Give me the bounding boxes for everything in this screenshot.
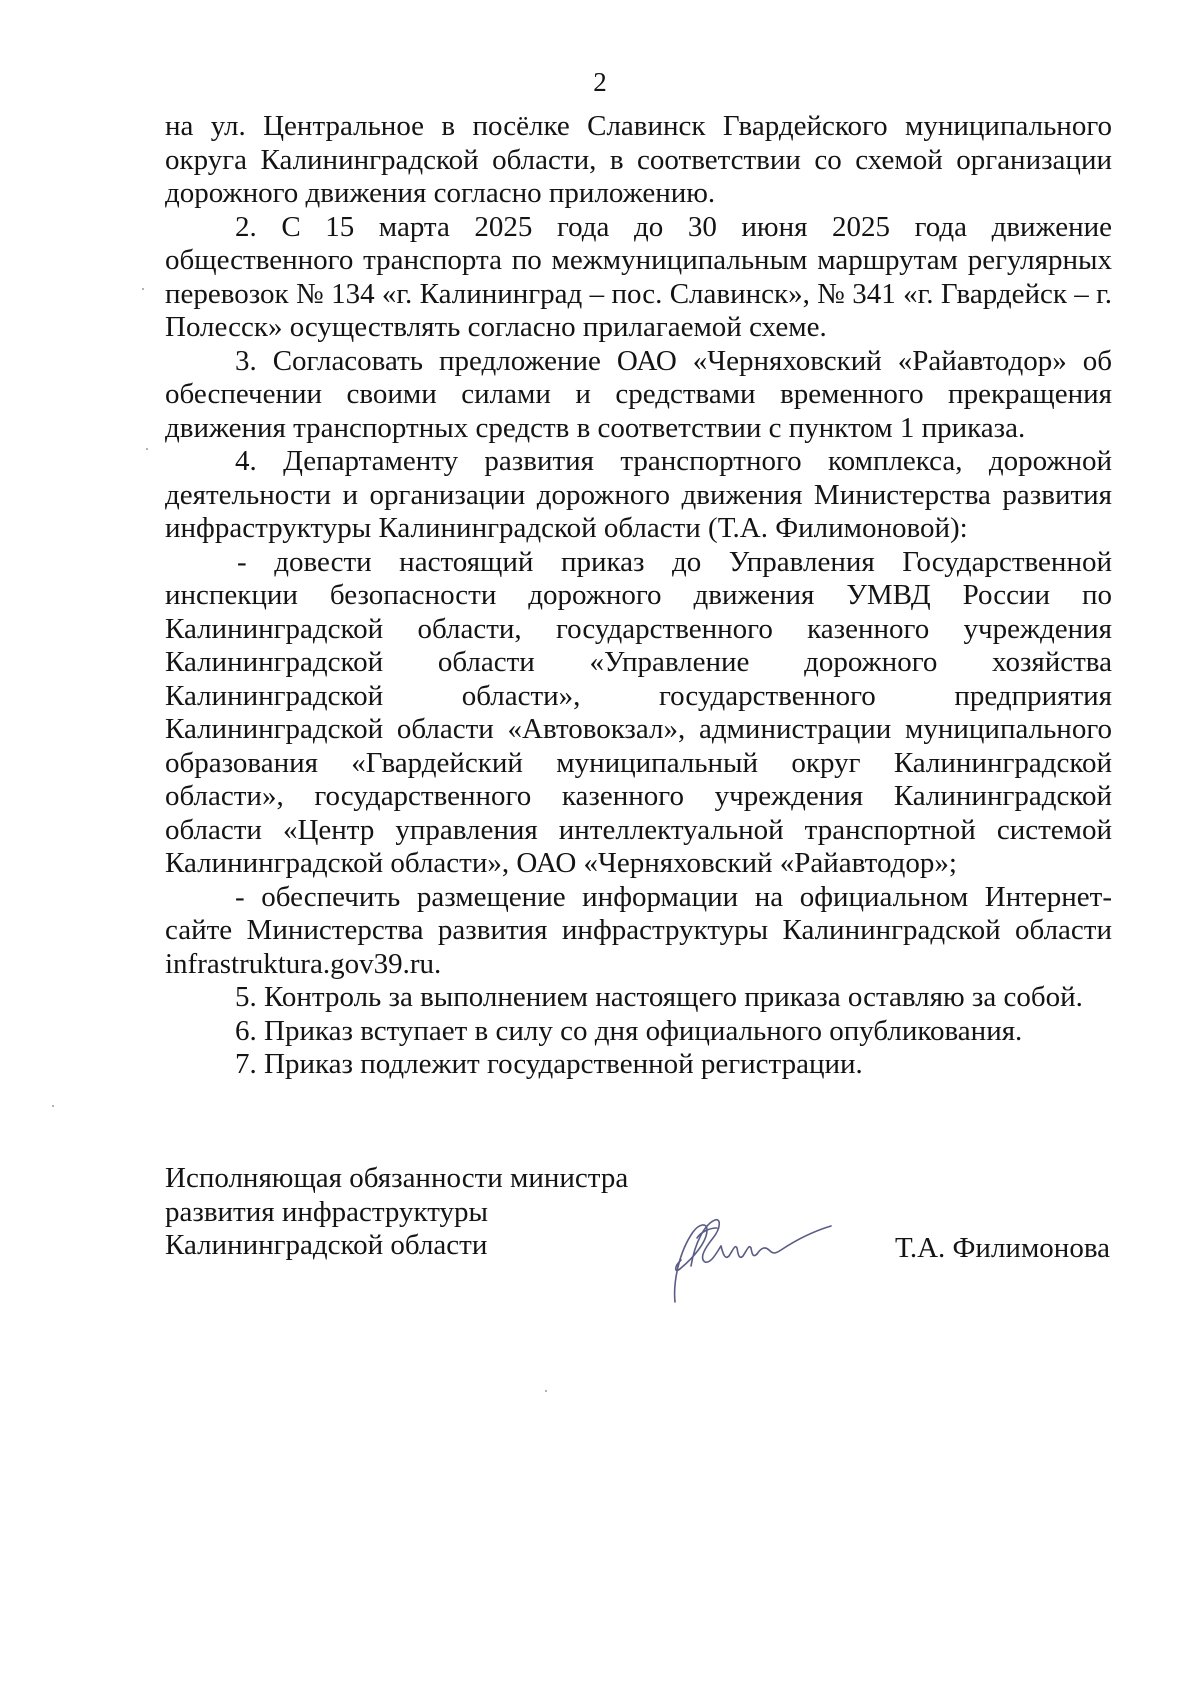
paragraph-item-3: 3. Согласовать предложение ОАО «Черняховский «Райавтодор» об обеспечении своими силами и средствами временного прекращения движения транспортных средств в соответствии с пунктом 1 приказа. bbox=[165, 344, 1112, 444]
scan-speck bbox=[146, 448, 148, 450]
signature-block bbox=[165, 1162, 1112, 1312]
signer-title-line: Исполняющая обязанности министра bbox=[165, 1162, 629, 1194]
order-body bbox=[165, 110, 1112, 1082]
scan-speck bbox=[142, 288, 144, 290]
signer-name: Т.А. Филимонова bbox=[895, 1232, 1110, 1264]
signer-title-line: развития инфраструктуры bbox=[165, 1195, 489, 1228]
paragraph-item-6: 6. Приказ вступает в силу со дня официального опубликования. bbox=[235, 1014, 1023, 1047]
signer-title bbox=[165, 1162, 628, 1263]
paragraph-item-2: 2. С 15 марта 2025 года до 30 июня 2025 года движение общественного транспорта по межмуниципальным маршрутам регулярных перевозок № 134 «г. Калининград – пос. Славинск», № 341 «г. Гвардейск – г. Полесск» осуществлять согласно прилагаемой схеме. bbox=[165, 210, 1112, 343]
signer-title-line: Калининградской области bbox=[165, 1229, 488, 1261]
paragraph-continuation: на ул. Центральное в посёлке Славинск Гвардейского муниципального округа Калининградской области, в соответствии со схемой организации дорожного движения согласно приложению. bbox=[165, 110, 1112, 209]
scan-speck bbox=[545, 1390, 547, 1392]
paragraph-item-5: 5. Контроль за выполнением настоящего приказа оставляю за собой. bbox=[235, 981, 1083, 1013]
paragraph-item-4: 4. Департаменту развития транспортного комплекса, дорожной деятельности и организации дорожного движения Министерства развития инфраструктуры Калининградской области (Т.А. Филимоновой): bbox=[165, 445, 1112, 544]
scan-speck bbox=[52, 1105, 54, 1107]
paragraph-item-4-dash-1: - довести настоящий приказ до Управления Государственной инспекции безопасности дорожного движения УМВД России по Калининградской области, государственного казенного учреждения Калининградской области «Управление дорожного хозяйства Калининградской области», государственного предприятия Калининградской области «Автовокзал», администрации муниципального образования «Гвардейский муниципальный округ Калининградской области», государственного казенного учреждения Калининградской области «Центр управления интеллектуальной транспортной системой Калининградской области», ОАО «Черняховский «Райавтодор»; bbox=[165, 545, 1112, 879]
paragraph-item-4-dash-2: - обеспечить размещение информации на официальном Интернет-сайте Министерства развития инфраструктуры Калининградской области infrastruktura.gov39.ru. bbox=[165, 880, 1112, 980]
paragraph-item-7: 7. Приказ подлежит государственной регистрации. bbox=[235, 1048, 863, 1080]
page-number: 2 bbox=[593, 67, 607, 97]
handwritten-signature bbox=[635, 1202, 835, 1312]
